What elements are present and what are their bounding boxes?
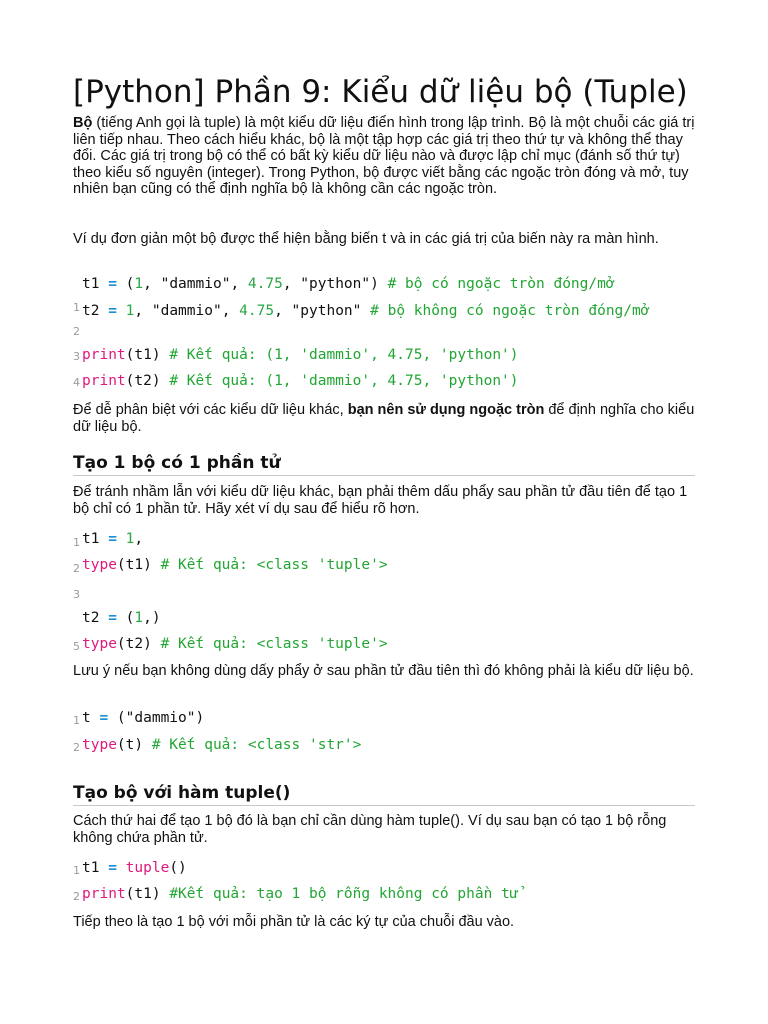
intro-text: (tiếng Anh gọi là tuple) là một kiểu dữ liệu điển hình trong lập trình. Bộ là một chuỗi các giá trị liên tiếp nhau. Theo cách hiểu khác, bộ là một tập hợp các giá trị theo thứ tự và không thể thay đổi. Các giá trị trong bộ có thể có bất kỳ kiểu dữ liệu nào và được lập chỉ mục (đánh số thứ tự) theo kiểu số nguyên (integer). Trong Python, bộ được viết bằng các ngoặc tròn đóng và mở, tuy nhiên bạn cũng có thể định nghĩa bộ là không cần các ngoặc tròn. xyxy=(73,115,695,197)
code-line: print(t1) #Kết quả: tạo 1 bộ rỗng không có phần tử xyxy=(82,886,519,902)
section2-next: Tiếp theo là tạo 1 bộ với mỗi phần tử là các ký tự của chuỗi đầu vào. xyxy=(73,914,515,930)
line-number: 2 xyxy=(73,741,80,754)
section1-note: Lưu ý nếu bạn không dùng dấy phẩy ở sau phần tử đầu tiên thì đó không phải là kiểu dữ liệu bộ. xyxy=(73,663,694,679)
code-line: t1 = (1, "dammio", 4.75, "python") # bộ có ngoặc tròn đóng/mở xyxy=(82,276,615,292)
example-intro: Ví dụ đơn giản một bộ được thể hiện bằng biến t và in các giá trị của biến này ra màn hình. xyxy=(73,231,659,247)
section-heading-single-element: Tạo 1 bộ có 1 phần tử xyxy=(73,452,695,476)
intro-bold: Bộ xyxy=(73,115,93,131)
section2-text: Cách thứ hai để tạo 1 bộ đó là bạn chỉ cần dùng hàm tuple(). Ví dụ sau bạn có tạo 1 bộ rỗng không chứa phần tử. xyxy=(73,813,667,846)
line-number: 3 xyxy=(73,350,80,363)
code-line: t2 = 1, "dammio", 4.75, "python" # bộ không có ngoặc tròn đóng/mở xyxy=(82,303,650,319)
section1-text: Để tránh nhầm lẫn với kiểu dữ liệu khác, bạn phải thêm dấu phẩy sau phần tử đầu tiên để tạo 1 bộ chỉ có 1 phần tử. Hãy xét ví dụ sau để hiểu rõ hơn. xyxy=(73,484,688,517)
code-line: type(t) # Kết quả: <class 'str'> xyxy=(82,737,362,753)
line-number: 1 xyxy=(73,536,80,549)
code-line: type(t2) # Kết quả: <class 'tuple'> xyxy=(82,636,388,652)
page-title: [Python] Phần 9: Kiểu dữ liệu bộ (Tuple) xyxy=(73,74,688,110)
tip-paragraph: Để dễ phân biệt với các kiểu dữ liệu khác, bạn nên sử dụng ngoặc tròn để định nghĩa cho kiểu dữ liệu bộ. xyxy=(73,402,695,435)
code-line: print(t2) # Kết quả: (1, 'dammio', 4.75, 'python') xyxy=(82,373,519,389)
line-number: 2 xyxy=(73,325,80,338)
line-number: 5 xyxy=(73,640,80,653)
tip-bold: bạn nên sử dụng ngoặc tròn xyxy=(347,402,545,418)
code-line: t1 = 1, xyxy=(82,531,144,547)
line-number: 3 xyxy=(73,588,80,601)
section-heading-tuple-function: Tạo bộ với hàm tuple() xyxy=(73,782,695,806)
code-line: print(t1) # Kết quả: (1, 'dammio', 4.75, 'python') xyxy=(82,347,519,363)
line-number: 1 xyxy=(73,301,80,314)
line-number: 2 xyxy=(73,890,80,903)
line-number: 1 xyxy=(73,714,80,727)
intro-paragraph xyxy=(73,115,695,198)
code-line: type(t1) # Kết quả: <class 'tuple'> xyxy=(82,557,388,573)
code-line: t1 = tuple() xyxy=(82,860,187,876)
line-number: 4 xyxy=(73,376,80,389)
line-number: 2 xyxy=(73,562,80,575)
code-line: t = ("dammio") xyxy=(82,710,205,726)
line-number: 1 xyxy=(73,864,80,877)
code-line: t2 = (1,) xyxy=(82,610,161,626)
